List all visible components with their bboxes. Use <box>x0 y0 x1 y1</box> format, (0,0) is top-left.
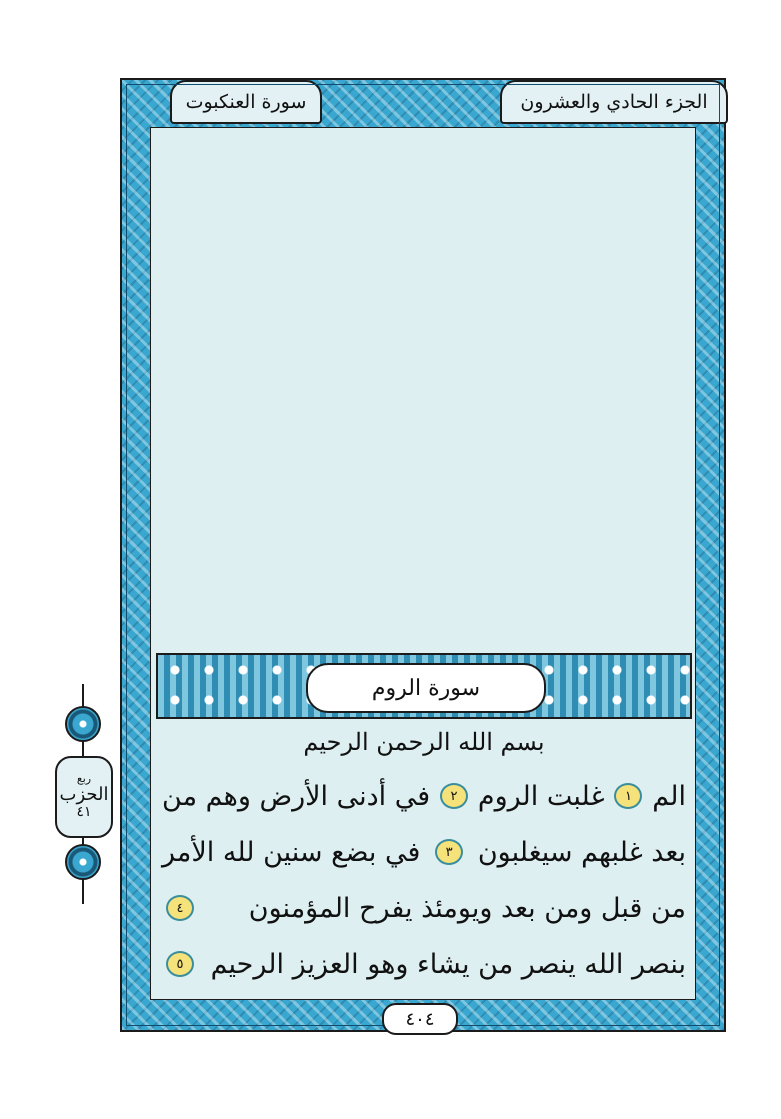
hizb-quarter: ربع <box>76 772 92 786</box>
verse-line-1 <box>162 768 686 824</box>
surah-title: سورة الروم <box>371 675 481 701</box>
hizb-label: الحزب <box>59 784 109 806</box>
ayah-marker-2: ٢ <box>440 783 468 809</box>
surah-banner <box>156 653 692 719</box>
verse-line-2 <box>162 824 686 880</box>
verse-text: في أدنى الأرض وهم من <box>162 780 431 812</box>
page-number-box <box>382 1003 458 1035</box>
verse-text: بنصر الله ينصر من يشاء وهو العزيز الرحيم <box>210 948 686 980</box>
hizb-ornament-icon <box>65 706 101 742</box>
verse-text: غلبت الروم <box>477 780 605 812</box>
verse-line-4 <box>162 936 686 992</box>
hizb-marker <box>48 684 120 904</box>
ayah-marker-3: ٣ <box>435 839 463 865</box>
surah-header-title: سورة العنكبوت <box>185 91 307 113</box>
page-number: ٤٠٤ <box>405 1008 435 1030</box>
verse-text: في بضع سنين لله الأمر <box>162 836 421 868</box>
verse-text: الم <box>652 780 686 812</box>
surah-header <box>170 80 322 124</box>
surah-title-cartouche <box>306 663 546 713</box>
hizb-label-box <box>55 756 113 838</box>
verse-text: من قبل ومن بعد ويومئذ يفرح المؤمنون <box>248 892 686 924</box>
hizb-number: ٤١ <box>76 804 92 821</box>
juz-header <box>500 80 728 124</box>
juz-title: الجزء الحادي والعشرون <box>520 91 708 113</box>
ayah-marker-5: ٥ <box>166 951 194 977</box>
ayah-marker-1: ١ <box>614 783 642 809</box>
hizb-ornament-icon <box>65 844 101 880</box>
basmala: بسم الله الرحمن الرحيم <box>303 728 545 756</box>
verses-block <box>162 768 686 992</box>
verse-line-3 <box>162 880 686 936</box>
ayah-marker-4: ٤ <box>166 895 194 921</box>
verse-text: بعد غلبهم سيغلبون <box>477 836 686 868</box>
